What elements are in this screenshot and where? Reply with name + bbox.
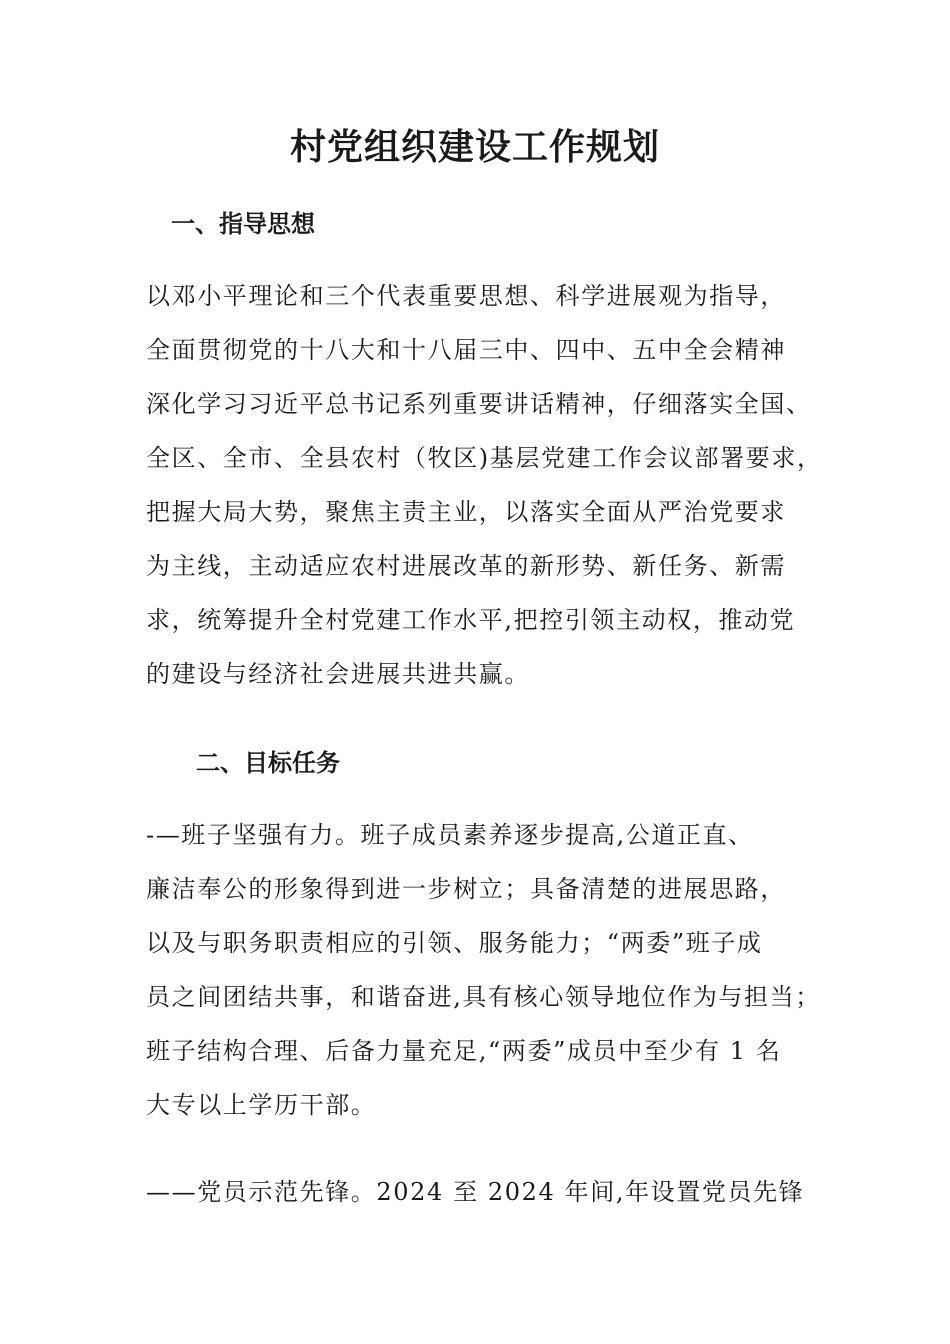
text-line: 全区、全市、全县农村（牧区)基层党建工作会议部署要求， <box>146 444 823 472</box>
text-line: -—班子坚强有力。班子成员素养逐步提高,公道正直、 <box>146 821 754 849</box>
text-line: 把握大局大势，聚焦主责主业，以落实全面从严治党要求 <box>146 498 786 526</box>
text-line: 为主线，主动适应农村进展改革的新形势、新任务、新需 <box>146 552 786 580</box>
text-line: 深化学习习近平总书记系列重要讲话精神，仔细落实全国、 <box>146 390 812 418</box>
text-line: 大专以上学历干部。 <box>146 1091 377 1119</box>
text-line: 班子结构合理、后备力量充足,“两委”成员中至少有 1 名 <box>146 1037 782 1065</box>
text-line: ——党员示范先锋。2024 至 2024 年间,年设置党员先锋 <box>146 1178 805 1206</box>
text-line: 员之间团结共事，和谐奋进,具有核心领导地位作为与担当； <box>146 983 821 1011</box>
text-line: 以及与职务职责相应的引领、服务能力；“两委”班子成 <box>146 929 763 957</box>
text-line: 的建设与经济社会进展共进共赢。 <box>146 660 530 688</box>
section-heading-goals-tasks: 二、目标任务 <box>196 749 340 777</box>
paragraph-guiding-ideology <box>146 269 836 701</box>
section-heading-guiding-ideology: 一、指导思想 <box>171 210 315 238</box>
text-line: 以邓小平理论和三个代表重要思想、科学进展观为指导， <box>146 282 786 310</box>
paragraph-team-strong <box>146 808 836 1132</box>
text-line: 廉洁奉公的形象得到进一步树立；具备清楚的进展思路， <box>146 875 786 903</box>
paragraph-party-member-vanguard <box>146 1165 836 1219</box>
document-title: 村党组织建设工作规划 <box>289 126 660 168</box>
text-line: 全面贯彻党的十八大和十八届三中、四中、五中全会精神 <box>146 336 786 364</box>
text-line: 求，统筹提升全村党建工作水平,把控引领主动权，推动党 <box>146 606 796 634</box>
